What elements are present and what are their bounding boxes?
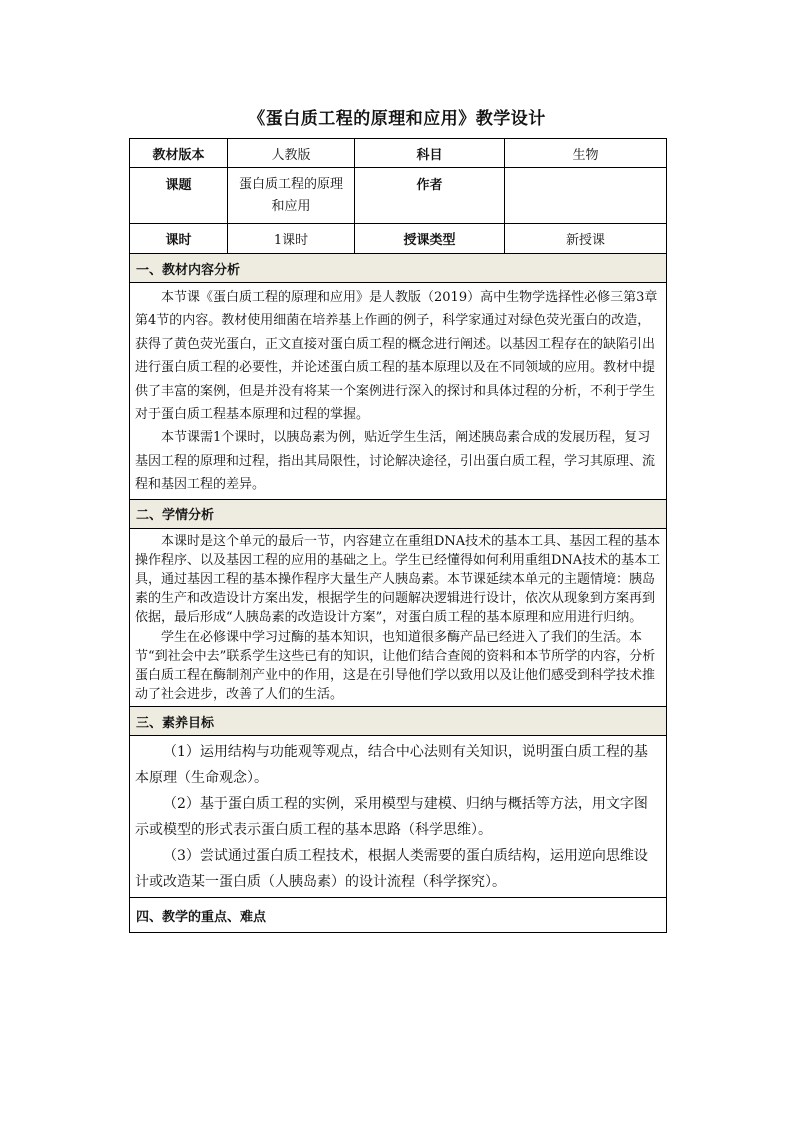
section-3-title: 三、素养目标	[130, 707, 667, 736]
objective-item: （2）基于蛋白质工程的实例，采用模型与建模、归纳与概括等方法，用文字图示或模型的形式表示蛋白质工程的基本思路（科学思维）。	[135, 796, 648, 839]
author-value	[505, 168, 667, 224]
section-1-header-row	[130, 254, 667, 283]
section-2-body	[130, 528, 667, 707]
subject-label: 科目	[355, 139, 505, 168]
section-2-title: 二、学情分析	[130, 499, 667, 528]
objective-item: （3）尝试通过蛋白质工程技术，根据人类需要的蛋白质结构，运用逆向思维设计或改造某一蛋白质（人胰岛素）的设计流程（科学探究）。	[135, 848, 648, 891]
section-3-body	[130, 736, 667, 898]
section-2-body-row	[130, 528, 667, 707]
topic-label: 课题	[130, 168, 228, 224]
info-row-hours	[130, 224, 667, 254]
edition-value: 人教版	[228, 139, 355, 168]
section-4-title: 四、教学的重点、难点	[130, 898, 667, 933]
type-value: 新授课	[505, 224, 667, 254]
objective-item: （1）运用结构与功能观等观点，结合中心法则有关知识，说明蛋白质工程的基本原理（生命观念）。	[135, 744, 648, 787]
edition-label: 教材版本	[130, 139, 228, 168]
info-row-topic	[130, 168, 667, 224]
author-label: 作者	[355, 168, 505, 224]
section-2-paragraph: 学生在必修课中学习过酶的基本知识，也知道很多酶产品已经进入了我们的生活。本节“到社会中去”联系学生这些已有的知识，让他们结合查阅的资料和本节所学的内容，分析蛋白质工程在酶制剂产业中的作用，这是在引导他们学以致用以及让他们感受到科学技术推动了社会进步，改善了人们的生活。	[135, 629, 656, 703]
type-label: 授课类型	[355, 224, 505, 254]
subject-value: 生物	[505, 139, 667, 168]
hours-label: 课时	[130, 224, 228, 254]
section-1-title: 一、教材内容分析	[130, 254, 667, 283]
section-1-paragraph: 本节课《蛋白质工程的原理和应用》是人教版（2019）高中生物学选择性必修三第3章第4节的内容。教材使用细菌在培养基上作画的例子，科学家通过对绿色荧光蛋白的改造，获得了黄色荧光蛋白，正文直接对蛋白质工程的概念进行阐述。以基因工程存在的缺陷引出进行蛋白质工程的必要性，并论述蛋白质工程的基本原理以及在不同领域的应用。教材中提供了丰富的案例，但是并没有将某一个案例进行深入的探讨和具体过程的分析，不利于学生对于蛋白质工程基本原理和过程的掌握。	[135, 290, 658, 423]
section-3-header-row	[130, 707, 667, 736]
lesson-plan-table	[129, 138, 667, 933]
info-row-edition	[130, 139, 667, 168]
section-1-paragraph: 本节课需1个课时，以胰岛素为例，贴近学生生活，阐述胰岛素合成的发展历程，复习基因工程的原理和过程，指出其局限性，讨论解决途径，引出蛋白质工程，学习其原理、流程和基因工程的差异。	[135, 430, 656, 493]
section-2-paragraph: 本课时是这个单元的最后一节，内容建立在重组DNA技术的基本工具、基因工程的基本操作程序、以及基因工程的应用的基础之上。学生已经懂得如何利用重组DNA技术的基本工具，通过基因工程的基本操作程序大量生产人胰岛素。本节课延续本单元的主题情境：胰岛素的生产和改造设计方案出发，根据学生的问题解决逻辑进行设计，依次从现象到方案再到依据，最后形成“人胰岛素的改造设计方案”，对蛋白质工程的基本原理和应用进行归纳。	[135, 533, 661, 626]
section-2-header-row	[130, 499, 667, 528]
section-1-body	[130, 283, 667, 500]
section-1-body-row	[130, 283, 667, 500]
section-3-body-row	[130, 736, 667, 898]
section-4-header-row	[130, 898, 667, 933]
topic-value: 蛋白质工程的原理和应用	[228, 168, 355, 224]
document-title: 《蛋白质工程的原理和应用》教学设计	[248, 109, 546, 129]
hours-value: 1课时	[228, 224, 355, 254]
